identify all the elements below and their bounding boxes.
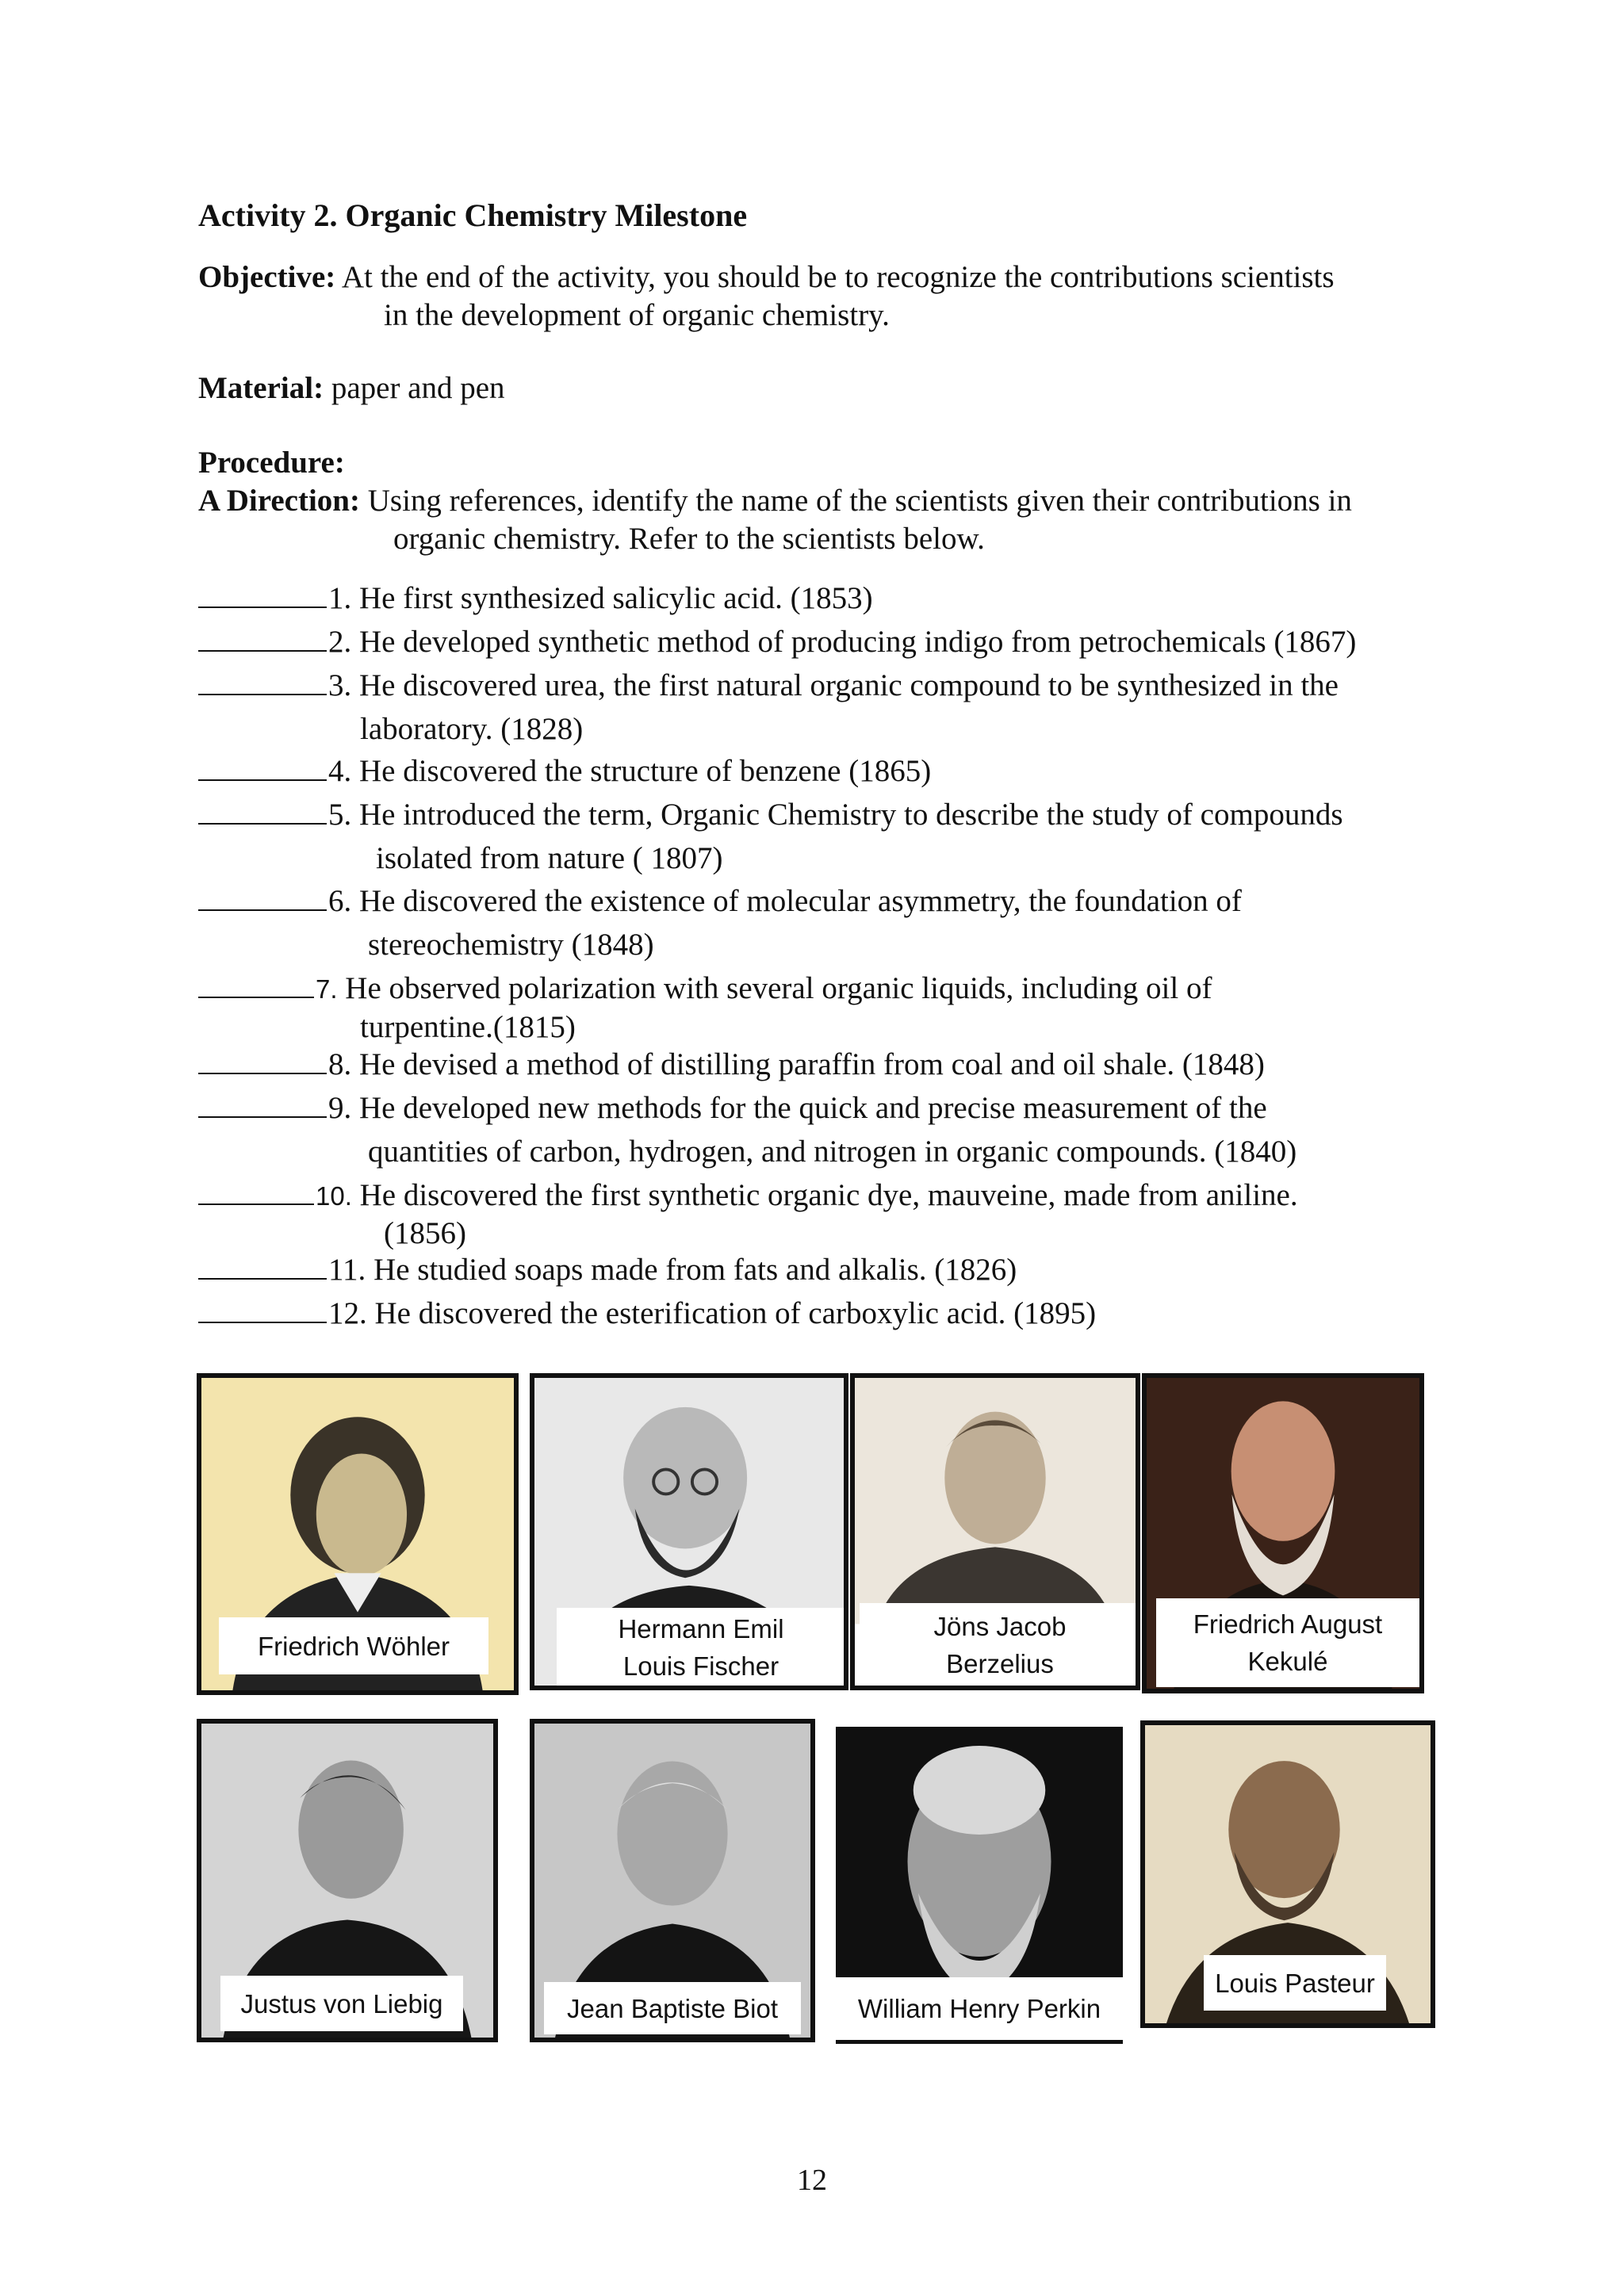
objective-text-line1: At the end of the activity, you should be to recognize the contributions scientists [341,260,1335,294]
list-item: 5. He introduced the term, Organic Chemistry to describe the study of compounds [198,794,1343,836]
page-number: 12 [797,2164,827,2197]
scientist-caption: Hermann Emil Louis Fischer [557,1608,845,1687]
scientist-caption: Louis Pasteur [1204,1955,1386,2011]
list-item: 10. He discovered the first synthetic organic dye, mauveine, made from aniline. [198,1174,1298,1218]
answer-blank[interactable] [198,1046,327,1074]
direction-text-line1: Using references, identify the name of the scientists given their contributions in [367,484,1352,518]
list-item: 7. He observed polarization with several organic liquids, including oil of [198,967,1212,1011]
objective-label: Objective: [198,260,336,294]
list-item: 6. He discovered the existence of molecular asymmetry, the foundation of [198,880,1242,923]
procedure-label: Procedure: [198,446,345,480]
list-item-continuation: (1856) [384,1216,466,1250]
portrait-jean-baptiste-biot [530,1719,815,2042]
objective-text-line2: in the development of organic chemistry. [384,298,890,332]
scientist-caption: Jean Baptiste Biot [544,1982,801,2034]
portrait-friedrich-wohler [197,1373,519,1695]
answer-blank[interactable] [198,1177,314,1205]
list-item-continuation: stereochemistry (1848) [368,928,654,962]
list-item-continuation: laboratory. (1828) [360,712,584,746]
answer-blank[interactable] [198,1295,327,1323]
material [198,369,505,408]
scientist-caption: Friedrich August Kekulé [1156,1598,1419,1687]
answer-blank[interactable] [198,796,327,825]
answer-blank[interactable] [198,752,327,781]
list-item: 12. He discovered the esterification of carboxylic acid. (1895) [198,1292,1096,1335]
material-label: Material: [198,371,324,405]
list-item-continuation: quantities of carbon, hydrogen, and nitrogen in organic compounds. (1840) [368,1135,1297,1169]
list-item: 4. He discovered the structure of benzene (1865) [198,750,931,793]
portrait-friedrich-august-kekule [1142,1373,1424,1693]
list-item: 11. He studied soaps made from fats and alkalis. (1826) [198,1249,1017,1292]
activity-title: Activity 2. Organic Chemistry Milestone [198,197,748,233]
portrait-justus-von-liebig [197,1719,498,2042]
scientist-caption: William Henry Perkin [836,1977,1123,2044]
material-text: paper and pen [331,371,505,405]
direction [198,482,1352,520]
answer-blank[interactable] [198,970,314,998]
answer-blank[interactable] [198,1251,327,1280]
portrait-jons-jacob-berzelius [850,1373,1140,1690]
answer-blank[interactable] [198,580,327,608]
list-item: 2. He developed synthetic method of producing indigo from petrochemicals (1867) [198,621,1356,664]
answer-blank[interactable] [198,882,327,911]
objective [198,258,1335,297]
list-item-continuation: isolated from nature ( 1807) [376,841,723,875]
list-item: 3. He discovered urea, the first natural organic compound to be synthesized in the [198,664,1339,707]
scientist-caption: Justus von Liebig [220,1976,463,2031]
list-item: 1. He first synthesized salicylic acid. (1853) [198,577,873,620]
scientist-caption: Jöns Jacob Berzelius [860,1603,1140,1687]
portrait-hermann-emil-louis-fischer [530,1373,848,1690]
portrait-william-henry-perkin [836,1727,1123,2044]
answer-blank[interactable] [198,667,327,695]
list-item: 8. He devised a method of distilling paraffin from coal and oil shale. (1848) [198,1043,1265,1086]
portrait-louis-pasteur [1140,1720,1435,2028]
direction-text-line2: organic chemistry. Refer to the scientists below. [393,522,985,556]
list-item: 9. He developed new methods for the quick and precise measurement of the [198,1087,1267,1130]
answer-blank[interactable] [198,623,327,652]
list-item-continuation: turpentine.(1815) [360,1010,576,1044]
scientist-caption: Friedrich Wöhler [219,1617,488,1674]
direction-label: A Direction: [198,484,360,518]
answer-blank[interactable] [198,1089,327,1118]
